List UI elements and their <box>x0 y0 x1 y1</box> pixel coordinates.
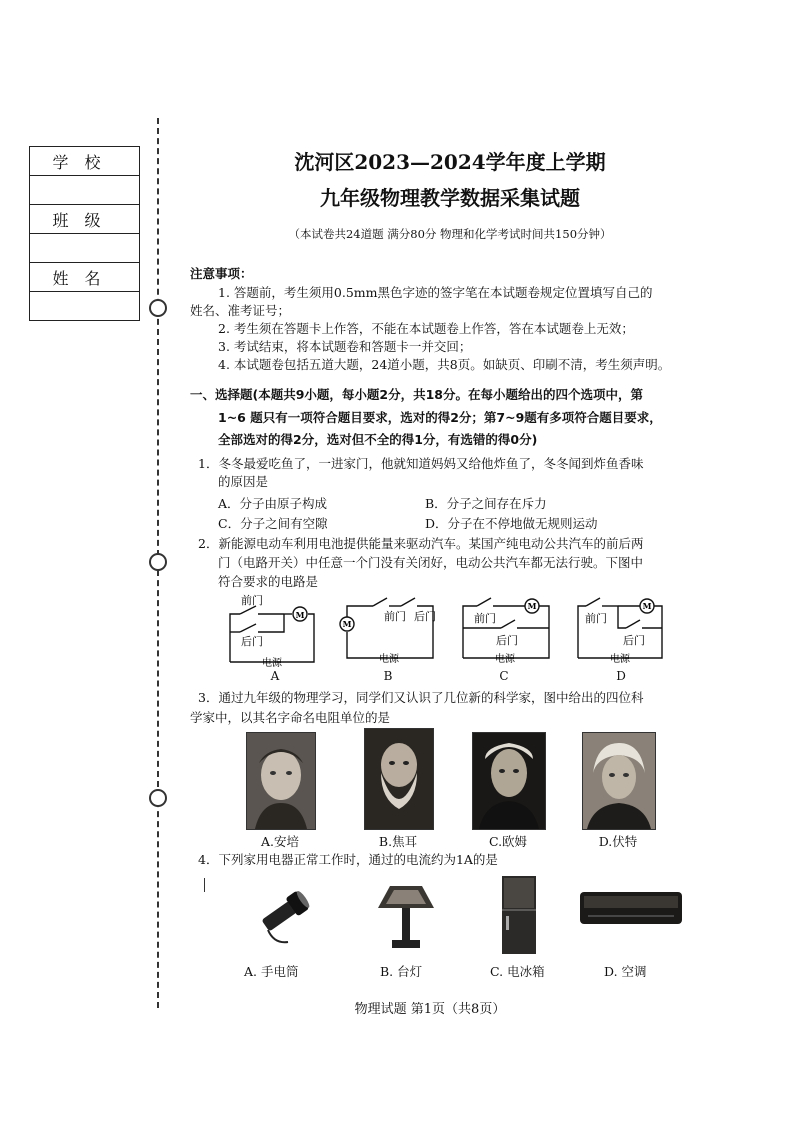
power-source-label: 电源 <box>262 658 282 669</box>
q3-option-d[interactable]: D.伏特 <box>598 834 638 849</box>
motor-symbol: M <box>527 601 537 611</box>
circuit-diagram-b <box>337 592 442 672</box>
q4-option-b[interactable]: B. 台灯 <box>380 964 423 979</box>
motor-symbol: M <box>295 610 305 620</box>
power-source-label: 电源 <box>379 654 399 665</box>
note-item-2: 2. 考生须在答题卡上作答，不能在本试题卷上作答，答在本试题卷上无效； <box>218 321 634 336</box>
q4-option-a[interactable]: A. 手电筒 <box>244 964 299 979</box>
circuit-label-b[interactable]: B <box>383 669 393 683</box>
power-source-label: 电源 <box>495 654 515 665</box>
portrait-joule <box>364 728 434 830</box>
front-door-label: 前门 <box>474 612 496 625</box>
binding-hole <box>149 789 167 807</box>
notes-heading: 注意事项： <box>190 266 253 281</box>
q3-stem-line1: 3．通过九年级的物理学习，同学们又认识了几位新的科学家，图中给出的四位科 <box>198 690 644 705</box>
circuit-label-c[interactable]: C <box>499 669 509 683</box>
motor-symbol: M <box>642 601 652 611</box>
section1-line2: 1~6 题只有一项符合题目要求，选对的得2分；第7~9题有多项符合题目要求， <box>218 410 662 425</box>
q4-option-d[interactable]: D. 空调 <box>604 964 647 979</box>
q3-option-c[interactable]: C.欧姆 <box>488 834 528 849</box>
q3-option-b[interactable]: B.焦耳 <box>378 834 418 849</box>
class-label: 班级 <box>30 205 140 234</box>
page-footer: 物理试题 第1页（共8页） <box>354 1002 506 1017</box>
q1-stem-line2: 的原因是 <box>218 474 269 489</box>
section1-line1: 一、选择题(本题共9小题，每小题2分，共18分。在每小题给出的四个选项中，第 <box>190 387 644 402</box>
back-door-label: 后门 <box>496 634 518 647</box>
air-conditioner-icon <box>578 890 684 928</box>
q4-stem: 4．下列家用电器正常工作时，通过的电流约为1A的是 <box>198 852 498 867</box>
note-item-4: 4. 本试题卷包括五道大题，24道小题，共8页。如缺页、印刷不清，考生须声明。 <box>218 357 671 372</box>
q1-option-d[interactable]: D．分子在不停地做无规则运动 <box>425 516 598 531</box>
back-door-label: 后门 <box>414 610 436 623</box>
binding-hole <box>149 553 167 571</box>
exam-title-line2: 九年级物理教学数据采集试题 <box>320 186 580 210</box>
motor-symbol: M <box>342 619 352 629</box>
name-label: 姓名 <box>30 263 140 292</box>
refrigerator-icon <box>500 874 538 956</box>
q2-stem-line3: 符合要求的电路是 <box>218 574 319 589</box>
note-item-1a: 1. 答题前，考生须用0.5mm黑色字迹的签字笔在本试题卷规定位置填写自己的 <box>218 285 653 300</box>
q1-option-b[interactable]: B．分子之间存在斥力 <box>425 496 547 511</box>
note-item-1b: 姓名、准考证号； <box>190 303 291 318</box>
class-field[interactable] <box>30 234 140 263</box>
circuit-diagram-c <box>455 592 560 672</box>
back-door-label: 后门 <box>623 634 645 647</box>
q3-stem-line2: 学家中，以其名字命名电阻单位的是 <box>190 710 391 725</box>
name-field[interactable] <box>30 292 140 321</box>
portrait-ohm <box>472 732 546 830</box>
circuit-label-d[interactable]: D <box>616 669 626 683</box>
portrait-volta <box>582 732 656 830</box>
student-info-table <box>29 146 140 321</box>
power-source-label: 电源 <box>610 654 630 665</box>
q1-option-c[interactable]: C．分子之间有空隙 <box>218 516 328 531</box>
q4-option-c[interactable]: C. 电冰箱 <box>490 964 545 979</box>
back-door-label: 后门 <box>241 635 263 648</box>
front-door-label: 前门 <box>241 594 263 607</box>
table-lamp-icon <box>376 880 436 952</box>
circuit-label-a[interactable]: A <box>270 669 280 683</box>
school-label: 学校 <box>30 147 140 176</box>
school-field[interactable] <box>30 176 140 205</box>
q1-stem-line1: 1．冬冬最爱吃鱼了，一进家门，他就知道妈妈又给他炸鱼了，冬冬闻到炸鱼香味 <box>198 456 644 471</box>
exam-title-line1: 沈河区2023—2024学年度上学期 <box>294 150 606 174</box>
q2-stem-line2: 门（电路开关）中任意一个门没有关闭好，电动公共汽车都无法行驶。下图中 <box>218 555 644 570</box>
note-item-3: 3. 考试结束，将本试题卷和答题卡一并交回； <box>218 339 472 354</box>
flashlight-icon <box>254 884 314 946</box>
circuit-diagram-a <box>222 592 327 672</box>
q1-option-a[interactable]: A．分子由原子构成 <box>218 496 328 511</box>
q2-stem-line1: 2．新能源电动车利用电池提供能量来驱动汽车。某国产纯电动公共汽车的前后两 <box>198 536 644 551</box>
exam-subtitle: （本试卷共24道题 满分80分 物理和化学考试时间共150分钟） <box>288 227 612 241</box>
q3-option-a[interactable]: A.安培 <box>260 834 299 849</box>
front-door-label: 前门 <box>384 610 406 623</box>
circuit-diagram-d <box>572 592 677 672</box>
binding-hole <box>149 299 167 317</box>
section1-line3: 全部选对的得2分，选对但不全的得1分，有选错的得0分) <box>218 432 538 447</box>
front-door-label: 前门 <box>585 612 607 625</box>
stray-mark <box>204 878 205 892</box>
portrait-ampere <box>246 732 316 830</box>
